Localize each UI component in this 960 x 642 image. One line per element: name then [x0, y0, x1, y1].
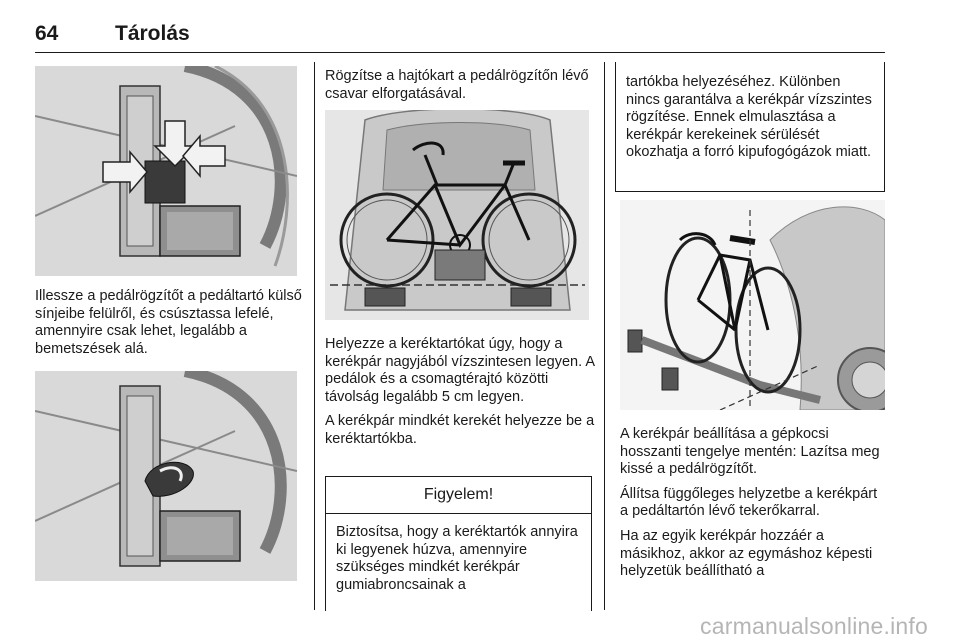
instruction-paragraph: Ha az egyik kerékpár hozzáér a másikhoz, akkor az egymáshoz képesti helyzetük beállítható a	[620, 527, 873, 580]
section-title: Tárolás	[115, 22, 190, 45]
instruction-paragraph: Állítsa függőleges helyzetbe a kerékpárt a pedáltartón lévő tekerőkarral.	[620, 485, 878, 520]
bike-side-view-illustration	[620, 200, 885, 410]
instruction-paragraph: A kerékpár beállítása a gépkocsi hosszanti tengelye mentén: Lazítsa meg kissé a pedálrögzítőt.	[620, 426, 880, 478]
watermark: carmanualsonline.info	[700, 613, 928, 639]
instruction-paragraph: Illessze a pedálrögzítőt a pedáltartó külső sínjeibe felülről, és csúsztassa lefelé, amennyire csak lehet, legalább a bemetszések alá.	[35, 288, 302, 357]
middle-column-text-bottom	[325, 336, 595, 456]
warning-title: Figyelem!	[326, 477, 591, 514]
pedal-holder-illustration-1	[35, 66, 297, 276]
warning-continued-text: tartókba helyezéséhez. Különben nincs garantálva a kerékpár vízszintes rögzítése. Ennek elmulasztása a kerékpár kerekeinek sérülését okozhatja a forró kipufogógázok miatt.	[626, 74, 872, 161]
right-column-text	[620, 426, 888, 588]
instruction-paragraph: Rögzítse a hajtókart a pedálrögzítőn lévő csavar elforgatásával.	[325, 68, 589, 102]
page-header	[35, 18, 885, 53]
left-column-text	[35, 288, 303, 365]
middle-column-text-top	[325, 68, 595, 110]
bike-rear-view-illustration	[325, 110, 589, 320]
warning-box	[325, 476, 592, 611]
page-number: 64	[35, 22, 59, 45]
column-divider-right	[604, 62, 605, 610]
column-divider-left	[314, 62, 315, 610]
warning-text: Biztosítsa, hogy a keréktartók annyira ki legyenek húzva, amennyire szükséges mindkét kerékpár gumiabroncsainak a	[336, 524, 578, 593]
instruction-paragraph: A kerékpár mindkét kerekét helyezze be a keréktartókba.	[325, 413, 595, 447]
warning-box-continued	[615, 62, 885, 192]
instruction-paragraph: Helyezze a keréktartókat úgy, hogy a kerékpár nagyjából vízszintesen legyen. A pedálok és a csomagtérajtó közötti távolság legalább 5 cm legyen.	[325, 336, 595, 405]
pedal-holder-illustration-2	[35, 371, 297, 581]
